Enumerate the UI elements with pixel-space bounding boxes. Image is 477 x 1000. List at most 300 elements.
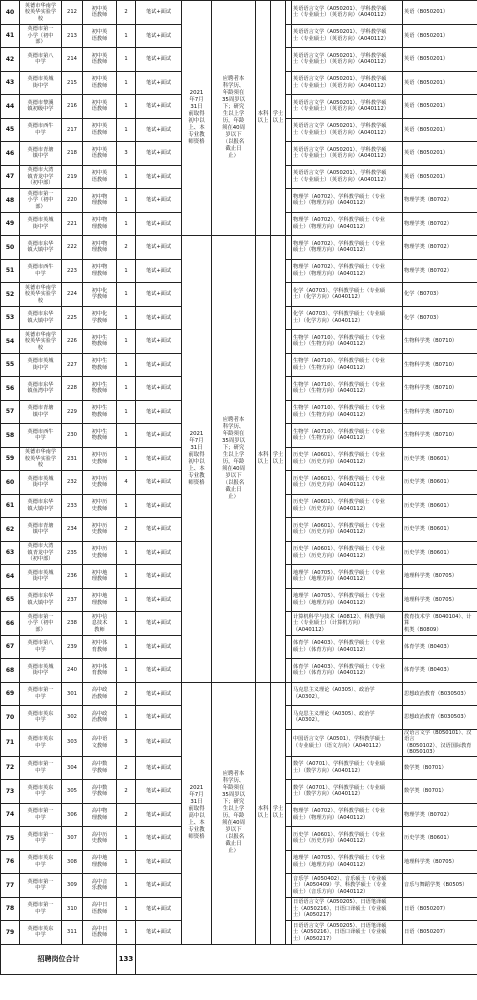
exam-method-cell: 笔试+面试	[136, 1, 182, 25]
table-body	[1, 1, 477, 975]
post-code-cell: 234	[62, 518, 83, 542]
post-code-cell: 221	[62, 212, 83, 236]
graduate-major-cell: 数学（A0701）、学科教学硕士（专业硕 士）（数学方向）（A040112）	[292, 780, 403, 804]
post-name-cell: 高中地 理教师	[83, 850, 117, 874]
row-number: 47	[1, 165, 20, 189]
bachelor-major-cell: 历史学类（B0601）	[403, 447, 477, 471]
graduate-major-cell: 英语语言文学（A050201）、学科教学硕 士（专业硕士）（英语方向）（A040112）	[292, 24, 403, 48]
unit-cell: 英德市西牛 中学	[20, 118, 62, 142]
exam-method-cell: 笔试+面试	[136, 659, 182, 683]
unit-cell: 英德市第一 中学	[20, 756, 62, 780]
exam-method-cell: 笔试+面试	[136, 447, 182, 471]
bachelor-major-cell: 化学（B0703）	[403, 283, 477, 307]
post-code-cell: 225	[62, 306, 83, 330]
exam-method-cell: 笔试+面试	[136, 494, 182, 518]
row-number: 61	[1, 494, 20, 518]
post-count-cell: 1	[117, 827, 136, 851]
post-code-cell: 212	[62, 1, 83, 25]
bachelor-major-cell: 物理学类（B0702）	[403, 236, 477, 260]
post-code-cell: 304	[62, 756, 83, 780]
post-count-cell: 1	[117, 612, 136, 636]
unit-cell: 英德市英东 中学	[20, 850, 62, 874]
exam-method-cell: 笔试+面试	[136, 353, 182, 377]
graduate-major-cell: 马克思主义理论（A0305）、政治学 （A0302）。	[292, 682, 403, 706]
bachelor-major-cell: 日语（B050207）	[403, 921, 477, 945]
bachelor-major-cell: 生物科学类（B0710）	[403, 330, 477, 354]
post-code-cell: 227	[62, 353, 83, 377]
exam-method-cell: 笔试+面试	[136, 259, 182, 283]
post-code-cell: 308	[62, 850, 83, 874]
bachelor-major-cell: 数学类（B0701）	[403, 780, 477, 804]
unit-cell: 英德市英东 中学	[20, 706, 62, 730]
post-name-cell: 初中历 史教师	[83, 447, 117, 471]
exam-method-cell: 笔试+面试	[136, 236, 182, 260]
graduate-major-cell: 英语语言文学（A050201）、学科教学硕 士（专业硕士）（英语方向）（A040112）	[292, 165, 403, 189]
graduate-major-cell: 英语语言文学（A050201）、学科教学硕 士（专业硕士）（英语方向）（A040112）	[292, 142, 403, 166]
post-code-cell: 303	[62, 729, 83, 756]
graduate-major-cell: 英语语言文学（A050201）、学科教学硕 士（专业硕士）（英语方向）（A040112）	[292, 1, 403, 25]
graduate-major-cell: 地理学（A0705）、学科教学硕士（专业 硕士）（地理方向）（A040112）	[292, 588, 403, 612]
exam-method-cell: 笔试+面试	[136, 165, 182, 189]
post-code-cell: 310	[62, 897, 83, 921]
table-row	[1, 236, 477, 260]
row-number: 42	[1, 48, 20, 72]
post-count-cell: 1	[117, 48, 136, 72]
post-count-cell: 1	[117, 330, 136, 354]
post-name-cell: 初中物 理教师	[83, 212, 117, 236]
post-count-cell: 2	[117, 518, 136, 542]
unit-cell: 英德市第一 小学（初中 部）	[20, 24, 62, 48]
graduate-major-cell: 化学（A0703）、学科教学硕士（专业硕 士）（化学方向）（A040112）	[292, 283, 403, 307]
bachelor-major-cell: 英语（B050201）	[403, 24, 477, 48]
post-code-cell: 233	[62, 494, 83, 518]
bachelor-major-cell: 生物科学类（B0710）	[403, 377, 477, 401]
row-number: 69	[1, 682, 20, 706]
bachelor-major-cell: 英语（B050201）	[403, 142, 477, 166]
post-count-cell: 1	[117, 706, 136, 730]
graduate-major-cell: 历史学（A0601）、学科教学硕士（专业 硕士）（历史方向）（A040112）	[292, 518, 403, 542]
bachelor-major-cell: 生物科学类（B0710）	[403, 353, 477, 377]
post-count-cell: 1	[117, 921, 136, 945]
row-number: 59	[1, 447, 20, 471]
bachelor-major-cell: 英语（B050201）	[403, 165, 477, 189]
row-number: 76	[1, 850, 20, 874]
post-code-cell: 226	[62, 330, 83, 354]
row-number: 67	[1, 635, 20, 659]
row-number: 73	[1, 780, 20, 804]
exam-method-cell: 笔试+面试	[136, 518, 182, 542]
graduate-major-cell: 地理学（A0705）、学科教学硕士（专业 硕士）（地理方向）（A040112）	[292, 850, 403, 874]
total-value: 133	[117, 944, 136, 974]
exam-method-cell: 笔试+面试	[136, 541, 182, 565]
unit-cell: 英德市东华 镇大镇中学	[20, 588, 62, 612]
bachelor-major-cell: 英语（B050201）	[403, 95, 477, 119]
post-count-cell: 1	[117, 95, 136, 119]
total-blank-cell	[136, 944, 477, 974]
row-number: 44	[1, 95, 20, 119]
graduate-major-cell: 生物学（A0710）、学科教学硕士（专业 硕士）（生物方向）（A040112）	[292, 424, 403, 448]
unit-cell: 英德市华南学 校英华实验学 校	[20, 283, 62, 307]
post-code-cell: 223	[62, 259, 83, 283]
exam-method-cell: 笔试+面试	[136, 377, 182, 401]
post-name-cell: 高中物 理教师	[83, 803, 117, 827]
post-name-cell: 高中历 史教师	[83, 827, 117, 851]
post-count-cell: 2	[117, 236, 136, 260]
exam-method-cell: 笔试+面试	[136, 588, 182, 612]
graduate-major-cell: 日语语言文学（A050205）、日语笔译硕 士（A050216）、日语口译硕士（专业硕 士）（A050217）	[292, 897, 403, 921]
unit-cell: 英德市第一 中学	[20, 827, 62, 851]
post-name-cell: 初中历 史教师	[83, 541, 117, 565]
unit-cell: 英德市英城 街中学	[20, 471, 62, 495]
education-cell: 本科 以上	[256, 236, 271, 683]
unit-cell: 英德市华南学 校英华实验学 校	[20, 1, 62, 25]
post-count-cell: 4	[117, 471, 136, 495]
post-count-cell: 1	[117, 588, 136, 612]
graduate-major-cell: 数学（A0701）、学科教学硕士（专业硕 士）（数学方向）（A040112）	[292, 756, 403, 780]
post-name-cell: 初中化 学教师	[83, 306, 117, 330]
post-name-cell: 初中历 史教师	[83, 494, 117, 518]
qualification-cell: 2021 年7月 31日 前取得 高中以 上、本 专业教 师资格	[182, 682, 212, 944]
row-number: 53	[1, 306, 20, 330]
bachelor-major-cell: 英语（B050201）	[403, 1, 477, 25]
exam-method-cell: 笔试+面试	[136, 95, 182, 119]
exam-method-cell: 笔试+面试	[136, 330, 182, 354]
exam-method-cell: 笔试+面试	[136, 682, 182, 706]
graduate-major-cell: 历史学（A0601）、学科教学硕士（专业 硕士）（历史方向）（A040112）	[292, 541, 403, 565]
table-row	[1, 682, 477, 706]
row-number: 45	[1, 118, 20, 142]
exam-method-cell: 笔试+面试	[136, 400, 182, 424]
post-name-cell: 高中政 治教师	[83, 706, 117, 730]
post-name-cell: 初中英 语教师	[83, 48, 117, 72]
post-name-cell: 初中地 理教师	[83, 565, 117, 589]
exam-method-cell: 笔试+面试	[136, 189, 182, 213]
row-number: 50	[1, 236, 20, 260]
bachelor-major-cell: 思想政治教育（B030503）	[403, 706, 477, 730]
graduate-major-cell: 历史学（A0601）、学科教学硕士（专业 硕士）（历史方向）（A040112）	[292, 827, 403, 851]
bachelor-major-cell: 物理学类（B0702）	[403, 189, 477, 213]
graduate-major-cell: 英语语言文学（A050201）、学科教学硕 士（专业硕士）（英语方向）（A040112）	[292, 48, 403, 72]
post-code-cell: 236	[62, 565, 83, 589]
post-code-cell: 228	[62, 377, 83, 401]
row-number: 65	[1, 588, 20, 612]
graduate-major-cell: 马克思主义理论（A0305）、政治学 （A0302）。	[292, 706, 403, 730]
row-number: 46	[1, 142, 20, 166]
post-name-cell: 初中体 育教师	[83, 659, 117, 683]
post-code-cell: 306	[62, 803, 83, 827]
post-count-cell: 3	[117, 729, 136, 756]
post-name-cell: 初中英 语教师	[83, 95, 117, 119]
post-count-cell: 3	[117, 142, 136, 166]
bachelor-major-cell: 历史学类（B0601）	[403, 541, 477, 565]
bachelor-major-cell: 英语（B050201）	[403, 71, 477, 95]
post-code-cell: 230	[62, 424, 83, 448]
post-code-cell: 220	[62, 189, 83, 213]
row-number: 71	[1, 729, 20, 756]
unit-cell: 英德市第一 中学	[20, 803, 62, 827]
graduate-major-cell: 体育学（A0403）、学科教学硕士（专业 硕士）（体育方向）（A040112）	[292, 659, 403, 683]
post-name-cell: 初中信 息技术 教师	[83, 612, 117, 636]
post-name-cell: 初中物 理教师	[83, 259, 117, 283]
unit-cell: 英德市黎溪 镇初级中学	[20, 95, 62, 119]
bachelor-major-cell: 历史学类（B0601）	[403, 518, 477, 542]
post-name-cell: 高中政 治教师	[83, 682, 117, 706]
post-count-cell: 2	[117, 780, 136, 804]
unit-cell: 英德市英东 中学	[20, 780, 62, 804]
unit-cell: 英德市第一 小学（初中 部）	[20, 189, 62, 213]
row-number: 72	[1, 756, 20, 780]
unit-cell: 英德市大湾 镇青龙中学 （初中部）	[20, 165, 62, 189]
exam-method-cell: 笔试+面试	[136, 71, 182, 95]
row-number: 60	[1, 471, 20, 495]
post-name-cell: 初中生 物教师	[83, 353, 117, 377]
unit-cell: 英德市第一 中学	[20, 682, 62, 706]
post-count-cell: 1	[117, 283, 136, 307]
row-number: 55	[1, 353, 20, 377]
bachelor-major-cell: 生物科学类（B0710）	[403, 400, 477, 424]
row-number: 52	[1, 283, 20, 307]
graduate-major-cell: 地理学（A0705）、学科教学硕士（专业 硕士）（地理方向）（A040112）	[292, 565, 403, 589]
unit-cell: 英德市英城 街中学	[20, 353, 62, 377]
post-name-cell: 初中化 学教师	[83, 283, 117, 307]
bachelor-major-cell: 历史学类（B0601）	[403, 471, 477, 495]
graduate-major-cell: 生物学（A0710）、学科教学硕士（专业 硕士）（生物方向）（A040112）	[292, 330, 403, 354]
bachelor-major-cell: 地理科学类（B0705）	[403, 588, 477, 612]
row-number: 57	[1, 400, 20, 424]
post-count-cell: 2	[117, 803, 136, 827]
post-name-cell: 高中数 学教师	[83, 756, 117, 780]
graduate-major-cell: 历史学（A0601）、学科教学硕士（专业 硕士）（历史方向）（A040112）	[292, 447, 403, 471]
graduate-major-cell: 物理学（A0702）、学科教学硕士（专业 硕士）（物理方向）（A040112）	[292, 259, 403, 283]
row-number: 66	[1, 612, 20, 636]
exam-method-cell: 笔试+面试	[136, 142, 182, 166]
graduate-major-cell: 化学（A0703）、学科教学硕士（专业硕 士）（化学方向）（A040112）	[292, 306, 403, 330]
post-name-cell: 初中英 语教师	[83, 142, 117, 166]
graduate-major-cell: 英语语言文学（A050201）、学科教学硕 士（专业硕士）（英语方向）（A040112）	[292, 95, 403, 119]
post-code-cell: 301	[62, 682, 83, 706]
post-name-cell: 初中地 理教师	[83, 588, 117, 612]
unit-cell: 英德市第一 中学	[20, 897, 62, 921]
post-code-cell: 216	[62, 95, 83, 119]
unit-cell: 英德市东华 镇大镇中学	[20, 494, 62, 518]
qualification-cell: 2021 年7月 31日 前取得 初中以 上、本 专业教 师资格	[182, 236, 212, 683]
unit-cell: 英德市英城 街中学	[20, 212, 62, 236]
qualification-cell: 2021 年7月 31日 前取得 初中以 上、本 专业教 师资格	[182, 1, 212, 236]
row-number: 63	[1, 541, 20, 565]
post-code-cell: 235	[62, 541, 83, 565]
graduate-major-cell: 物理学（A0702）、学科教学硕士（专业 硕士）（物理方向）（A040112）	[292, 212, 403, 236]
post-code-cell: 217	[62, 118, 83, 142]
post-count-cell: 2	[117, 682, 136, 706]
bachelor-major-cell: 体育学类（B0403）	[403, 659, 477, 683]
post-name-cell: 初中英 语教师	[83, 71, 117, 95]
row-number: 74	[1, 803, 20, 827]
post-count-cell: 1	[117, 541, 136, 565]
row-number: 79	[1, 921, 20, 945]
post-code-cell: 213	[62, 24, 83, 48]
post-count-cell: 1	[117, 306, 136, 330]
exam-method-cell: 笔试+面试	[136, 635, 182, 659]
post-count-cell: 1	[117, 118, 136, 142]
row-number: 48	[1, 189, 20, 213]
bachelor-major-cell: 历史学类（B0601）	[403, 494, 477, 518]
post-code-cell: 305	[62, 780, 83, 804]
bachelor-major-cell: 音乐与舞蹈学类（B0505）	[403, 874, 477, 898]
bachelor-major-cell: 体育学类（B0403）	[403, 635, 477, 659]
exam-method-cell: 笔试+面试	[136, 897, 182, 921]
unit-cell: 英德市华南学 校英华实验学 校	[20, 447, 62, 471]
exam-method-cell: 笔试+面试	[136, 118, 182, 142]
bachelor-major-cell: 日语（B050207）	[403, 897, 477, 921]
degree-cell: 学士 以上	[271, 682, 286, 944]
post-name-cell: 高中数 学教师	[83, 780, 117, 804]
total-row	[1, 944, 477, 974]
row-number: 54	[1, 330, 20, 354]
exam-method-cell: 笔试+面试	[136, 803, 182, 827]
graduate-major-cell: 英语语言文学（A050201）、学科教学硕 士（专业硕士）（英语方向）（A040112）	[292, 118, 403, 142]
post-count-cell: 1	[117, 71, 136, 95]
post-name-cell: 初中英 语教师	[83, 118, 117, 142]
post-count-cell: 1	[117, 850, 136, 874]
post-code-cell: 219	[62, 165, 83, 189]
post-count-cell: 2	[117, 756, 136, 780]
post-code-cell: 239	[62, 635, 83, 659]
row-number: 64	[1, 565, 20, 589]
exam-method-cell: 笔试+面试	[136, 874, 182, 898]
unit-cell: 英德市青塘 镇中学	[20, 142, 62, 166]
exam-method-cell: 笔试+面试	[136, 48, 182, 72]
row-number: 58	[1, 424, 20, 448]
post-code-cell: 237	[62, 588, 83, 612]
post-name-cell: 初中英 语教师	[83, 165, 117, 189]
post-name-cell: 初中生 物教师	[83, 330, 117, 354]
bachelor-major-cell: 物理学类（B0702）	[403, 259, 477, 283]
unit-cell: 英德市东华 镇鱼湾中学	[20, 377, 62, 401]
unit-cell: 英德市青塘 镇中学	[20, 400, 62, 424]
post-code-cell: 224	[62, 283, 83, 307]
unit-cell: 英德市英城 街中学	[20, 659, 62, 683]
post-name-cell: 高中日 语教师	[83, 921, 117, 945]
exam-method-cell: 笔试+面试	[136, 729, 182, 756]
post-count-cell: 1	[117, 212, 136, 236]
post-count-cell: 1	[117, 494, 136, 518]
post-count-cell: 2	[117, 1, 136, 25]
post-count-cell: 1	[117, 400, 136, 424]
exam-method-cell: 笔试+面试	[136, 756, 182, 780]
post-code-cell: 232	[62, 471, 83, 495]
row-number: 62	[1, 518, 20, 542]
post-count-cell: 1	[117, 659, 136, 683]
exam-method-cell: 笔试+面试	[136, 212, 182, 236]
graduate-major-cell: 生物学（A0710）、学科教学硕士（专业 硕士）（生物方向）（A040112）	[292, 353, 403, 377]
exam-method-cell: 笔试+面试	[136, 471, 182, 495]
unit-cell: 英德市英城 街中学	[20, 565, 62, 589]
exam-method-cell: 笔试+面试	[136, 706, 182, 730]
bachelor-major-cell: 历史学类（B0601）	[403, 827, 477, 851]
exam-method-cell: 笔试+面试	[136, 921, 182, 945]
exam-method-cell: 笔试+面试	[136, 24, 182, 48]
bachelor-major-cell: 地理科学类（B0705）	[403, 565, 477, 589]
graduate-major-cell: 生物学（A0710）、学科教学硕士（专业 硕士）（生物方向）（A040112）	[292, 377, 403, 401]
age-requirement-cell: 应聘者本 科学历、 年龄须在 35周岁以 下；研究 生以上学 历，年龄 须在40周 岁以下 （以报名 截止日 止）	[212, 236, 256, 683]
bachelor-major-cell: 物理学类（B0702）	[403, 803, 477, 827]
unit-cell: 英德市第八 中学	[20, 635, 62, 659]
post-name-cell: 初中物 理教师	[83, 236, 117, 260]
post-count-cell: 1	[117, 635, 136, 659]
graduate-major-cell: 日语语言文学（A050205）、日语笔译硕 士（A050216）、日语口译硕士（专业硕 士）（A050217）	[292, 921, 403, 945]
unit-cell: 英德市东华 镇大镇中学	[20, 306, 62, 330]
post-name-cell: 初中生 物教师	[83, 377, 117, 401]
graduate-major-cell: 历史学（A0601）、学科教学硕士（专业 硕士）（历史方向）（A040112）	[292, 494, 403, 518]
post-code-cell: 238	[62, 612, 83, 636]
row-number: 49	[1, 212, 20, 236]
degree-cell: 学士 以上	[271, 1, 286, 236]
exam-method-cell: 笔试+面试	[136, 424, 182, 448]
total-label: 招聘岗位合计	[1, 944, 117, 974]
exam-method-cell: 笔试+面试	[136, 306, 182, 330]
post-code-cell: 302	[62, 706, 83, 730]
exam-method-cell: 笔试+面试	[136, 780, 182, 804]
unit-cell: 英德市西牛 中学	[20, 259, 62, 283]
post-code-cell: 231	[62, 447, 83, 471]
post-count-cell: 1	[117, 165, 136, 189]
graduate-major-cell: 物理学（A0702）、学科教学硕士（专业 硕士）（物理方向）（A040112）	[292, 189, 403, 213]
graduate-major-cell: 物理学（A0702）、学科教学硕士（专业 硕士）（物理方向）（A040112）	[292, 236, 403, 260]
unit-cell: 英德市英东 中学	[20, 729, 62, 756]
age-requirement-cell: 应聘者本 科学历、 年龄须在 35周岁以 下；研究 生以上学 历，年龄 须在40周 岁以下 （以报名 截止日 止）	[212, 1, 256, 236]
bachelor-major-cell: 教育技术学（B040104）、计算 机类（B0809）	[403, 612, 477, 636]
unit-cell: 英德市西牛 中学	[20, 424, 62, 448]
bachelor-major-cell: 数学类（B0701）	[403, 756, 477, 780]
post-code-cell: 214	[62, 48, 83, 72]
row-number: 75	[1, 827, 20, 851]
post-name-cell: 初中体 育教师	[83, 635, 117, 659]
unit-cell: 英德市青塘 镇中学	[20, 518, 62, 542]
bachelor-major-cell: 汉语言文学（B050101）、汉语言 （B050102）、汉语国际教育 （B050103）	[403, 729, 477, 756]
exam-method-cell: 笔试+面试	[136, 827, 182, 851]
unit-cell: 英德市第一 中学	[20, 874, 62, 898]
unit-cell: 英德市英城 街中学	[20, 71, 62, 95]
post-count-cell: 1	[117, 565, 136, 589]
education-cell: 本科 以上	[256, 1, 271, 236]
graduate-major-cell: 计算机科学与技术（A0812）、科教学硕 士（专业硕士）（计算机方向） （A040112）	[292, 612, 403, 636]
unit-cell: 英德市大湾 镇青龙中学 （初中部）	[20, 541, 62, 565]
post-name-cell: 初中历 史教师	[83, 518, 117, 542]
post-code-cell: 240	[62, 659, 83, 683]
post-name-cell: 高中音 乐教师	[83, 874, 117, 898]
row-number: 40	[1, 1, 20, 25]
post-name-cell: 初中历 史教师	[83, 471, 117, 495]
graduate-major-cell: 历史学（A0601）、学科教学硕士（专业 硕士）（历史方向）（A040112）	[292, 471, 403, 495]
post-name-cell: 高中语 文教师	[83, 729, 117, 756]
post-name-cell: 初中英 语教师	[83, 24, 117, 48]
unit-cell: 英德市第八 中学	[20, 48, 62, 72]
row-number: 78	[1, 897, 20, 921]
unit-cell: 英德市东华 镇大镇中学	[20, 236, 62, 260]
post-name-cell: 初中物 理教师	[83, 189, 117, 213]
graduate-major-cell: 生物学（A0710）、学科教学硕士（专业 硕士）（生物方向）（A040112）	[292, 400, 403, 424]
graduate-major-cell: 物理学（A0702）、学科教学硕士（专业 硕士）（物理方向）（A040112）	[292, 803, 403, 827]
row-number: 56	[1, 377, 20, 401]
post-code-cell: 309	[62, 874, 83, 898]
graduate-major-cell: 音乐学（A050402）、音乐硕士（专业硕 士）（A050409）学、科教学硕士（专业 硕士）（音乐方向）（A040112）	[292, 874, 403, 898]
post-name-cell: 初中英 语教师	[83, 1, 117, 25]
post-count-cell: 1	[117, 259, 136, 283]
bachelor-major-cell: 英语（B050201）	[403, 118, 477, 142]
post-count-cell: 1	[117, 189, 136, 213]
exam-method-cell: 笔试+面试	[136, 612, 182, 636]
post-count-cell: 1	[117, 377, 136, 401]
